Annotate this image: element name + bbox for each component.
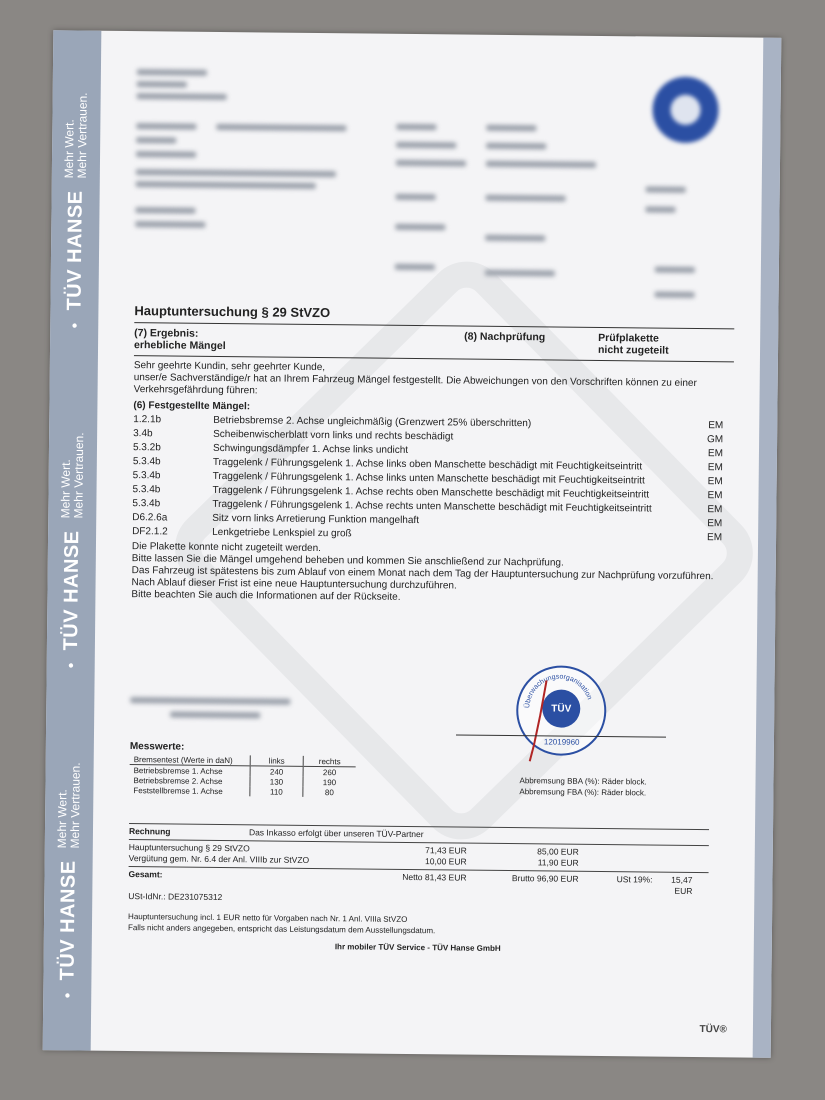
slogan [63, 92, 90, 178]
vat-label: USt 19%: [616, 874, 653, 885]
defect-description: Traggelenk / Führungsgelenk 1. Achse links unten Manschette beschädigt mit Feuchtigkeitseintritt [212, 470, 645, 487]
defect-code: 5.3.4b [132, 484, 161, 496]
defect-list [132, 414, 733, 543]
item-label: Hauptuntersuchung § 29 StVZO [128, 842, 250, 854]
redacted-inspector [130, 693, 330, 725]
defect-description: Sitz vorn links Arretierung Funktion mangelhaft [212, 512, 420, 527]
report-title: Hauptuntersuchung § 29 StVZO [134, 303, 331, 321]
slogan-line-1: Mehr Wert. [58, 459, 73, 519]
slogan-line-2: Mehr Vertrauen. [74, 92, 90, 179]
col-header-right: rechts [303, 756, 356, 767]
closing-2: Bitte lassen Sie die Mängel umgehend beheben und kommen Sie anschließend zur Nachprüfung. [131, 553, 564, 569]
measurements-section [129, 741, 710, 801]
defect-description: Traggelenk / Führungsgelenk 1. Achse rechts unten Manschette beschädigt mit Feuchtigkeitseintritt [212, 498, 652, 515]
brake-row [129, 785, 355, 797]
brake-left: 240 [250, 766, 303, 777]
stamp-number: 12019960 [543, 737, 580, 747]
defect-class: EM [707, 448, 724, 460]
vat-id: USt-IdNr.: DE231075312 [128, 891, 223, 903]
slogan-line-1: Mehr Wert. [54, 789, 70, 849]
defect-description: Schwingungsdämpfer 1. Achse links undicht [212, 442, 409, 456]
defect-code: 5.3.2b [132, 442, 161, 454]
slogan-line-2: Mehr Vertrauen. [67, 762, 83, 849]
brand-stripe [43, 30, 102, 1050]
brand-text: TÜV HANSE [62, 190, 87, 311]
brake-ratios [519, 775, 646, 798]
defect-class: GM [706, 434, 724, 446]
result-label: (7) Ergebnis: [134, 327, 199, 340]
slogan-line-2: Mehr Vertrauen. [71, 432, 87, 519]
slogan [56, 762, 83, 848]
defect-code: 5.3.4b [132, 470, 161, 482]
tuv-seal-logo [652, 76, 719, 143]
abbr-bba: Abbremsung BBA (%): Räder block. [519, 776, 647, 787]
brake-left: 130 [250, 776, 303, 787]
invoice-title: Rechnung [128, 826, 171, 837]
defect-description: Betriebsbremse 2. Achse ungleichmäßig (Grenzwert 25% überschritten) [213, 414, 532, 430]
brake-label: Feststellbremse 1. Achse [133, 785, 223, 796]
defect-class: EM [707, 532, 723, 544]
plate-block [598, 332, 669, 357]
slogan [59, 432, 86, 518]
defect-code: DF2.1.2 [132, 526, 168, 538]
brake-right: 190 [303, 777, 356, 788]
defects-heading: (6) Festgestellte Mängel: [133, 400, 251, 413]
stamp-ring-label: Überwachungsorganisation [524, 673, 593, 709]
defect-class: EM [707, 462, 723, 474]
brake-label: Betriebsbremse 1. Achse [133, 765, 223, 776]
item-net: 71,43 EUR [425, 845, 467, 856]
footer [128, 911, 708, 956]
defect-class: EM [707, 490, 723, 502]
defect-description: Traggelenk / Führungsgelenk 1. Achse links oben Manschette beschädigt mit Feuchtigkeitseintritt [212, 456, 643, 473]
invoice-section [128, 821, 709, 907]
result-value: erhebliche Mängel [134, 339, 226, 353]
footer-service: Ihr mobiler TÜV Service - TÜV Hanse GmbH [334, 942, 501, 953]
brake-table [129, 754, 355, 797]
measurements-title: Messwerte: [129, 741, 185, 753]
total-net: Netto 81,43 EUR [402, 871, 467, 883]
brake-label: Betriebsbremse 2. Achse [133, 775, 223, 786]
vat-value: 15,47 EUR [671, 874, 693, 896]
defect-description: Scheibenwischerblatt vorn links und rechts beschädigt [213, 428, 454, 443]
result-block [134, 327, 464, 354]
defect-code: D6.2.6a [132, 512, 168, 524]
stamp-center: TÜV [542, 689, 580, 727]
result-row [134, 327, 734, 357]
total-label: Gesamt: [128, 869, 163, 880]
col-header-left: links [250, 755, 303, 766]
invoice-items [129, 842, 709, 870]
recheck-label: (8) Nachprüfung [464, 330, 546, 344]
brake-right: 80 [303, 787, 356, 798]
total-gross: Brutto 96,90 EUR [511, 873, 579, 884]
closing-1: Die Plakette konnte nicht zugeteilt werden. [131, 541, 322, 555]
stripe-block-2: ● TÜV HANSE Mehr Wert. Mehr Vertrauen. [58, 432, 87, 669]
report-body [131, 303, 734, 607]
defect-code: 5.3.4b [132, 456, 161, 468]
redacted-header [135, 61, 697, 307]
greeting: Sehr geehrte Kundin, sehr geehrter Kunde, [133, 360, 326, 374]
stripe-block-1: ● TÜV HANSE Mehr Wert. Mehr Vertrauen. [61, 92, 90, 329]
brake-left: 110 [250, 786, 303, 797]
tuv-trademark: TÜV® [699, 1024, 727, 1036]
defect-class: EM [708, 420, 724, 432]
item-gross: 11,90 EUR [537, 857, 579, 868]
defect-code: 1.2.1b [133, 414, 162, 426]
plate-line-1: Prüfplakette [598, 331, 659, 345]
footer-line-2: Falls nicht anders angegeben, entspricht das Leistungsdatum dem Ausstellungsdatum. [127, 923, 436, 936]
col-header-test: Bremsentest (Werte in daN) [130, 754, 251, 766]
document-page [43, 30, 782, 1058]
intro-text: unser/e Sachverständige/r hat an Ihrem Fahrzeug Mängel festgestellt. Die Abweichungen von den Vorschriften können zu einer Verkehrsgefährdung führen: [133, 372, 697, 397]
item-net: 10,00 EUR [425, 856, 467, 867]
defect-class: EM [707, 476, 723, 488]
closing-3: Das Fahrzeug ist spätestens bis zum Ablauf von einem Monat nach dem Tag der Hauptuntersuchung zur Nachprüfung vorzuführen. Nach Ablauf dieser Frist ist eine neue Hauptuntersuchung durchzuführen. [131, 565, 714, 592]
defect-description: Traggelenk / Führungsgelenk 1. Achse rechts oben Manschette beschädigt mit Feuchtigkeitseintritt [212, 484, 650, 501]
brand-text: TÜV HANSE [59, 530, 83, 651]
closing-4: Bitte beachten Sie auch die Informationen auf der Rückseite. [131, 589, 401, 603]
defect-code: 3.4b [133, 428, 153, 440]
item-gross: 85,00 EUR [537, 846, 579, 857]
defect-class: EM [707, 504, 723, 516]
defect-row [132, 526, 732, 543]
stripe-block-3: ● TÜV HANSE Mehr Wert. Mehr Vertrauen. [54, 762, 83, 999]
footer-line-1: Hauptuntersuchung incl. 1 EUR netto für Vorgaben nach Nr. 1 Anl. VIIIa StVZO [128, 912, 408, 924]
defect-code: 5.3.4b [132, 498, 161, 510]
brake-right: 260 [303, 766, 356, 777]
slogan-line-1: Mehr Wert. [61, 119, 77, 179]
right-edge-stripe [753, 38, 782, 1058]
defect-description: Lenkgetriebe Lenkspiel zu groß [212, 526, 352, 540]
defect-class: EM [707, 518, 723, 530]
brand-text: TÜV HANSE [55, 860, 80, 981]
item-label: Vergütung gem. Nr. 6.4 der Anl. VIIIb zur StVZO [128, 853, 310, 865]
abbr-fba: Abbremsung FBA (%): Räder block. [519, 787, 647, 798]
invoice-note: Das Inkasso erfolgt über unseren TÜV-Partner [248, 827, 424, 840]
plate-line-2: nicht zugeteilt [597, 343, 669, 357]
